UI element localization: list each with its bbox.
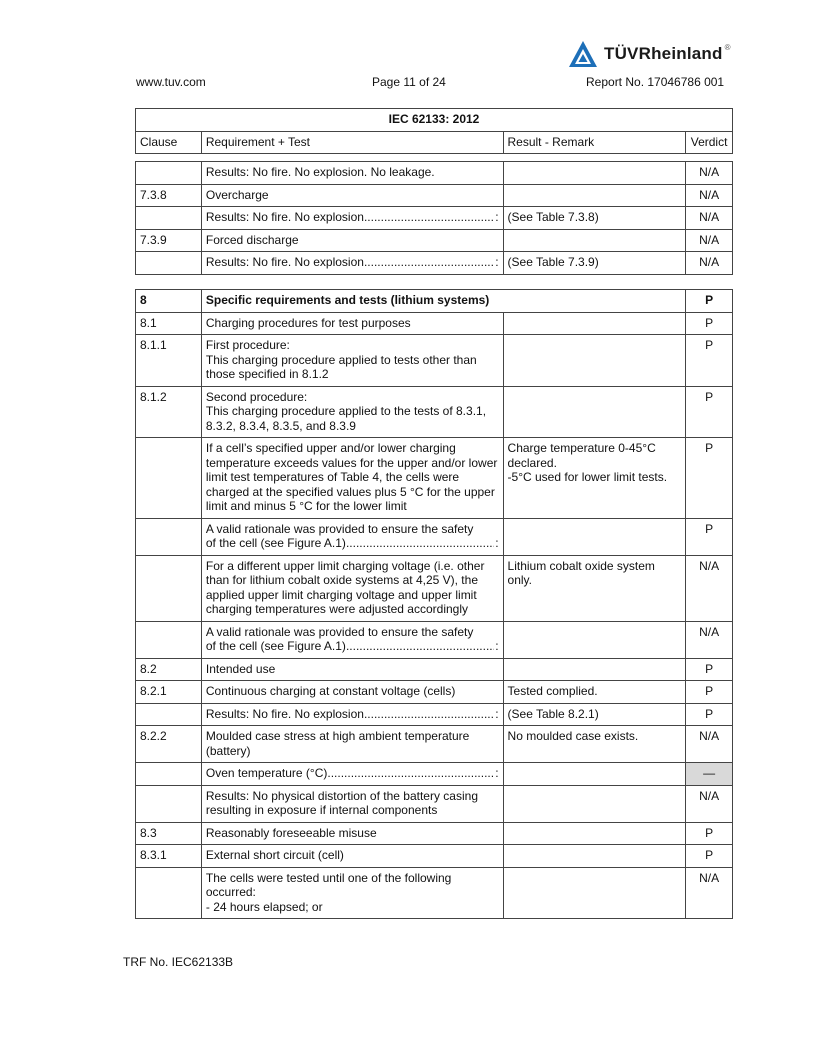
result-cell (503, 621, 686, 658)
requirement-cell (201, 763, 503, 786)
result-cell (503, 785, 686, 822)
result-cell (503, 867, 686, 919)
clause-cell (136, 518, 202, 555)
requirement-dotted-line (206, 536, 499, 551)
col-header-verdict: Verdict (686, 131, 733, 154)
verdict-cell: N/A (686, 555, 733, 621)
clause-cell: 8.1.2 (136, 386, 202, 438)
result-cell: Tested complied. (503, 681, 686, 704)
table-row (136, 867, 733, 919)
table-row (136, 726, 733, 763)
col-header-clause: Clause (136, 131, 202, 154)
result-cell (503, 658, 686, 681)
requirement-cell (201, 621, 503, 658)
colon-mark: : (495, 210, 499, 224)
table-row (136, 822, 733, 845)
requirement-dotted-line (206, 707, 499, 722)
report-number: Report No. 17046786 001 (586, 75, 725, 89)
result-cell: No moulded case exists. (503, 726, 686, 763)
clause-cell: 8.3.1 (136, 845, 202, 868)
verdict-cell: N/A (686, 785, 733, 822)
verdict-cell: N/A (686, 184, 733, 207)
clause-cell: 7.3.9 (136, 229, 202, 252)
requirement-cell: For a different upper limit charging voltage (i.e. other than for lithium cobalt oxide systems at 4,25 V), the applied upper limit charging voltage and upper limit charging temperatures were adjusted accordingly (201, 555, 503, 621)
result-cell (503, 312, 686, 335)
table-row (136, 845, 733, 868)
colon-mark: : (495, 766, 499, 780)
verdict-cell: P (686, 822, 733, 845)
verdict-cell: P (686, 681, 733, 704)
requirement-cell: Reasonably foreseeable misuse (201, 822, 503, 845)
col-header-requirement: Requirement + Test (201, 131, 503, 154)
requirement-text: A valid rationale was provided to ensure the safety (205, 624, 474, 639)
verdict-cell: N/A (686, 867, 733, 919)
clause-cell (136, 621, 202, 658)
clause-cell (136, 763, 202, 786)
table-row (136, 229, 733, 252)
table-row (136, 518, 733, 555)
dot-leader (346, 639, 494, 654)
verdict-cell: N/A (686, 252, 733, 275)
result-cell (503, 335, 686, 387)
clause-cell (136, 252, 202, 275)
table-row (136, 386, 733, 438)
requirement-cell: First procedure: This charging procedure applied to tests other than those specified in 8.1.2 (201, 335, 503, 387)
requirement-text: A valid rationale was provided to ensure the safety (205, 521, 474, 536)
clause-cell (136, 785, 202, 822)
registered-mark: ® (724, 42, 731, 52)
clause-cell: 8.2.1 (136, 681, 202, 704)
clause-cell: 7.3.8 (136, 184, 202, 207)
result-cell (503, 822, 686, 845)
triangle-logo-icon (568, 40, 598, 68)
colon-mark: : (495, 536, 499, 550)
section-title: Specific requirements and tests (lithium systems) (201, 290, 685, 313)
table-row (136, 763, 733, 786)
table-row (136, 252, 733, 275)
dot-leader (364, 210, 494, 225)
requirement-cell (201, 252, 503, 275)
dot-leader (364, 707, 494, 722)
table-row (136, 555, 733, 621)
requirement-cell: Intended use (201, 658, 503, 681)
table-row (136, 335, 733, 387)
result-cell (503, 229, 686, 252)
verdict-cell: P (686, 335, 733, 387)
requirement-cell: Results: No fire. No explosion. No leakage. (201, 162, 503, 185)
requirement-cell: Second procedure: This charging procedure applied to the tests of 8.3.1, 8.3.2, 8.3.4, 8.3.5, and 8.3.9 (201, 386, 503, 438)
brand-name: TÜVRheinland (604, 44, 723, 63)
table-row (136, 785, 733, 822)
verdict-cell: N/A (686, 621, 733, 658)
clause-7-table (135, 161, 733, 275)
requirement-cell: Continuous charging at constant voltage (cells) (201, 681, 503, 704)
requirement-cell: Forced discharge (201, 229, 503, 252)
clause-8-table (135, 289, 733, 919)
result-cell: Charge temperature 0-45°C declared. -5°C used for lower limit tests. (503, 438, 686, 519)
header-table (135, 108, 733, 154)
requirement-cell: If a cell’s specified upper and/or lower charging temperature exceeds values for the upper and/or lower limit test temperatures of Table 4, the cells were charged at the specified values plus 5 °C for the upper limit and minus 5 °C for the lower limit (201, 438, 503, 519)
result-cell (503, 184, 686, 207)
requirement-text: Results: No fire. No explosion (205, 706, 364, 721)
requirement-text: of the cell (see Figure A.1) (205, 639, 346, 653)
result-cell: (See Table 7.3.9) (503, 252, 686, 275)
requirement-dotted-line (206, 766, 499, 781)
table-row (136, 184, 733, 207)
verdict-cell: P (686, 518, 733, 555)
colon-mark: : (495, 639, 499, 653)
verdict-cell: P (686, 290, 733, 313)
clause-cell: 8.1 (136, 312, 202, 335)
clause-cell (136, 438, 202, 519)
verdict-cell: N/A (686, 229, 733, 252)
verdict-cell: N/A (686, 162, 733, 185)
result-cell (503, 518, 686, 555)
clause-cell: 8.3 (136, 822, 202, 845)
verdict-cell: P (686, 386, 733, 438)
requirement-text: of the cell (see Figure A.1) (205, 536, 346, 550)
table-row (136, 658, 733, 681)
result-cell (503, 845, 686, 868)
section-heading-row (136, 290, 733, 313)
verdict-cell: P (686, 845, 733, 868)
requirement-cell: The cells were tested until one of the following occurred: - 24 hours elapsed; or (201, 867, 503, 919)
requirement-cell: Moulded case stress at high ambient temperature (battery) (201, 726, 503, 763)
requirement-dotted-line (206, 210, 499, 225)
table-row (136, 438, 733, 519)
website-link: www.tuv.com (136, 75, 206, 89)
tuv-logo (568, 40, 730, 68)
result-cell: Lithium cobalt oxide system only. (503, 555, 686, 621)
requirement-cell: Results: No physical distortion of the battery casing resulting in exposure if internal components (201, 785, 503, 822)
table-row (136, 312, 733, 335)
requirement-dotted-line (206, 255, 499, 270)
verdict-cell: P (686, 312, 733, 335)
clause-cell: 8.1.1 (136, 335, 202, 387)
verdict-cell: N/A (686, 726, 733, 763)
clause-cell (136, 207, 202, 230)
table-row (136, 162, 733, 185)
dot-leader (346, 536, 494, 551)
requirement-cell (201, 207, 503, 230)
requirement-dotted-line (206, 639, 499, 654)
verdict-cell: N/A (686, 207, 733, 230)
standard-title: IEC 62133: 2012 (136, 109, 733, 132)
dot-leader (327, 766, 494, 781)
col-header-result: Result - Remark (503, 131, 686, 154)
clause-cell (136, 162, 202, 185)
clause-cell: 8.2 (136, 658, 202, 681)
clause-cell (136, 867, 202, 919)
table-row (136, 621, 733, 658)
result-cell (503, 162, 686, 185)
table-row (136, 703, 733, 726)
clause-cell: 8 (136, 290, 202, 313)
result-cell (503, 763, 686, 786)
page-number: Page 11 of 24 (372, 75, 446, 89)
colon-mark: : (495, 255, 499, 269)
table-row (136, 681, 733, 704)
requirement-cell: Overcharge (201, 184, 503, 207)
clause-cell: 8.2.2 (136, 726, 202, 763)
dot-leader (364, 255, 494, 270)
result-cell: (See Table 7.3.8) (503, 207, 686, 230)
result-cell: (See Table 8.2.1) (503, 703, 686, 726)
result-cell (503, 386, 686, 438)
verdict-cell: P (686, 658, 733, 681)
requirement-cell: Charging procedures for test purposes (201, 312, 503, 335)
requirement-text: Results: No fire. No explosion (205, 210, 364, 224)
requirement-cell (201, 518, 503, 555)
requirement-cell: External short circuit (cell) (201, 845, 503, 868)
verdict-cell: P (686, 703, 733, 726)
requirement-cell (201, 703, 503, 726)
colon-mark: : (495, 706, 499, 721)
requirement-text: Oven temperature (°C) (205, 766, 328, 780)
clause-cell (136, 555, 202, 621)
clause-cell (136, 703, 202, 726)
trf-number: TRF No. IEC62133B (123, 955, 234, 969)
table-row (136, 207, 733, 230)
requirement-text: Results: No fire. No explosion (205, 255, 364, 269)
verdict-cell: P (686, 438, 733, 519)
verdict-cell: — (686, 763, 733, 786)
